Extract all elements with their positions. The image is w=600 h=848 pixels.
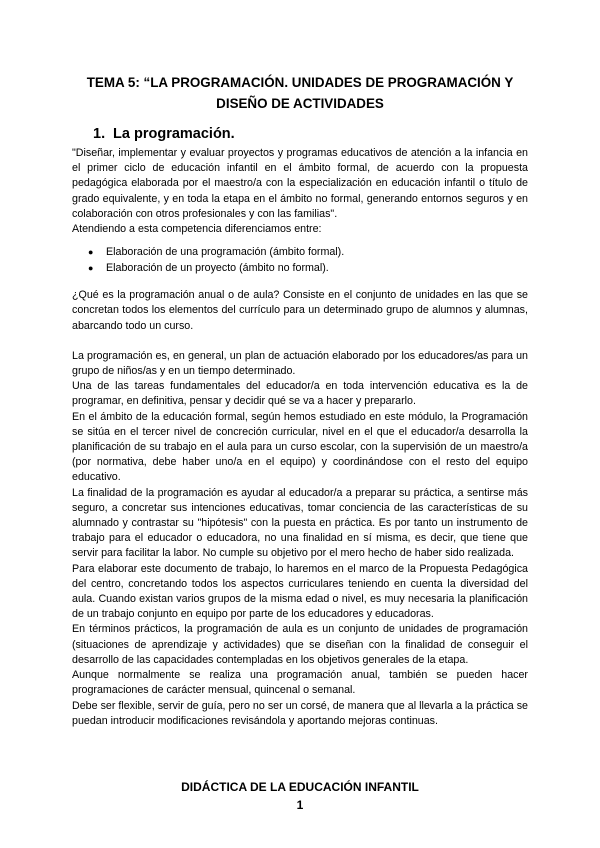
bullet-icon: ● (88, 247, 94, 258)
paragraph: La finalidad de la programación es ayudar al educador/a a preparar su práctica, a sentirse más seguro, a concretar sus intenciones educativas, tomar conciencia de las características de su alumnado y contrastar su "hipótesis" con la puesta en práctica. Es por tanto un instrumento de trabajo para el educador o educadora, no una finalidad en sí misma, es decir, que tiene que servir para facilitar la labor. No cumple su objetivo por el mero hecho de haber sido realizada. (72, 486, 528, 560)
list-item (72, 260, 528, 276)
paragraph: En el ámbito de la educación formal, según hemos estudiado en este módulo, la Programación se sitúa en el tercer nivel de concreción curricular, nivel en el que el educador/a desarrolla la planificación de su trabajo en el aula para un curso escolar, con la supervisión de un maestro/a (por normativa, debe haber uno/a en el equipo) y coordinándose con el resto del equipo educativo. (72, 410, 528, 484)
document-title: TEMA 5: “LA PROGRAMACIÓN. UNIDADES DE PROGRAMACIÓN Y DISEÑO DE ACTIVIDADES (86, 75, 514, 111)
section-heading (93, 126, 235, 142)
document-body (72, 146, 528, 729)
list-intro: Atendiendo a esta competencia diferenciamos entre: (72, 223, 322, 236)
bullet-icon: ● (88, 263, 94, 274)
paragraph-definition: ¿Qué es la programación anual o de aula? Consiste en el conjunto de unidades en las que se concretan todos los elementos del currículo para un determinado grupo de alumnos y alumnas, abarcando todo un curso. (72, 289, 528, 332)
paragraph: En términos prácticos, la programación de aula es un conjunto de unidades de programación (situaciones de aprendizaje y actividades) que se diseñan con la finalidad de conseguir el desarrollo de las capacidades contempladas en los objetivos generales de la etapa. (72, 623, 528, 666)
paragraph: Una de las tareas fundamentales del educador/a en toda intervención educativa es la de programar, en definitiva, pensar y decidir qué se va a hacer y prepararlo. (72, 380, 528, 408)
list-item (72, 244, 528, 260)
paragraph: Aunque normalmente se realiza una programación anual, también se pueden hacer programaciones de carácter mensual, quincenal o semanal. (72, 669, 528, 697)
competence-quote: "Diseñar, implementar y evaluar proyectos y programas educativos de atención a la infancia en el primer ciclo de educación infantil en el ámbito formal, de acuerdo con la propuesta pedagógica elaborada por el maestro/a con la especialización en educación infantil o título de grado equivalente, y en toda la etapa en el ámbito no formal, generando entornos seguros y en colaboración con otros profesionales y con las familias". (72, 147, 528, 220)
paragraph: Debe ser flexible, servir de guía, pero no ser un corsé, de manera que al llevarla a la práctica se puedan introducir modificaciones revisándola y aportando mejoras continuas. (72, 699, 528, 727)
bullet-list (72, 244, 528, 276)
list-item-text: Elaboración de una programación (ámbito formal). (106, 246, 345, 259)
section-number: 1. (93, 126, 106, 142)
section-heading-text: La programación. (113, 126, 235, 142)
footer-title: DIDÁCTICA DE LA EDUCACIÓN INFANTIL (181, 780, 419, 794)
paragraph: La programación es, en general, un plan de actuación elaborado por los educadores/as para un grupo de niños/as y en un tiempo determinado. (72, 349, 528, 378)
page-number: 1 (296, 798, 304, 812)
paragraph: Para elaborar este documento de trabajo, lo haremos en el marco de la Propuesta Pedagógica del centro, concretando todos los aspectos curriculares teniendo en cuenta la diversidad del aula. Cuando existan varios grupos de la misma edad o nivel, es muy necesaria la planificación de un trabajo conjunto en equipo por parte de los educadores y educadoras. (72, 562, 528, 621)
list-item-text: Elaboración de un proyecto (ámbito no formal). (106, 262, 329, 275)
